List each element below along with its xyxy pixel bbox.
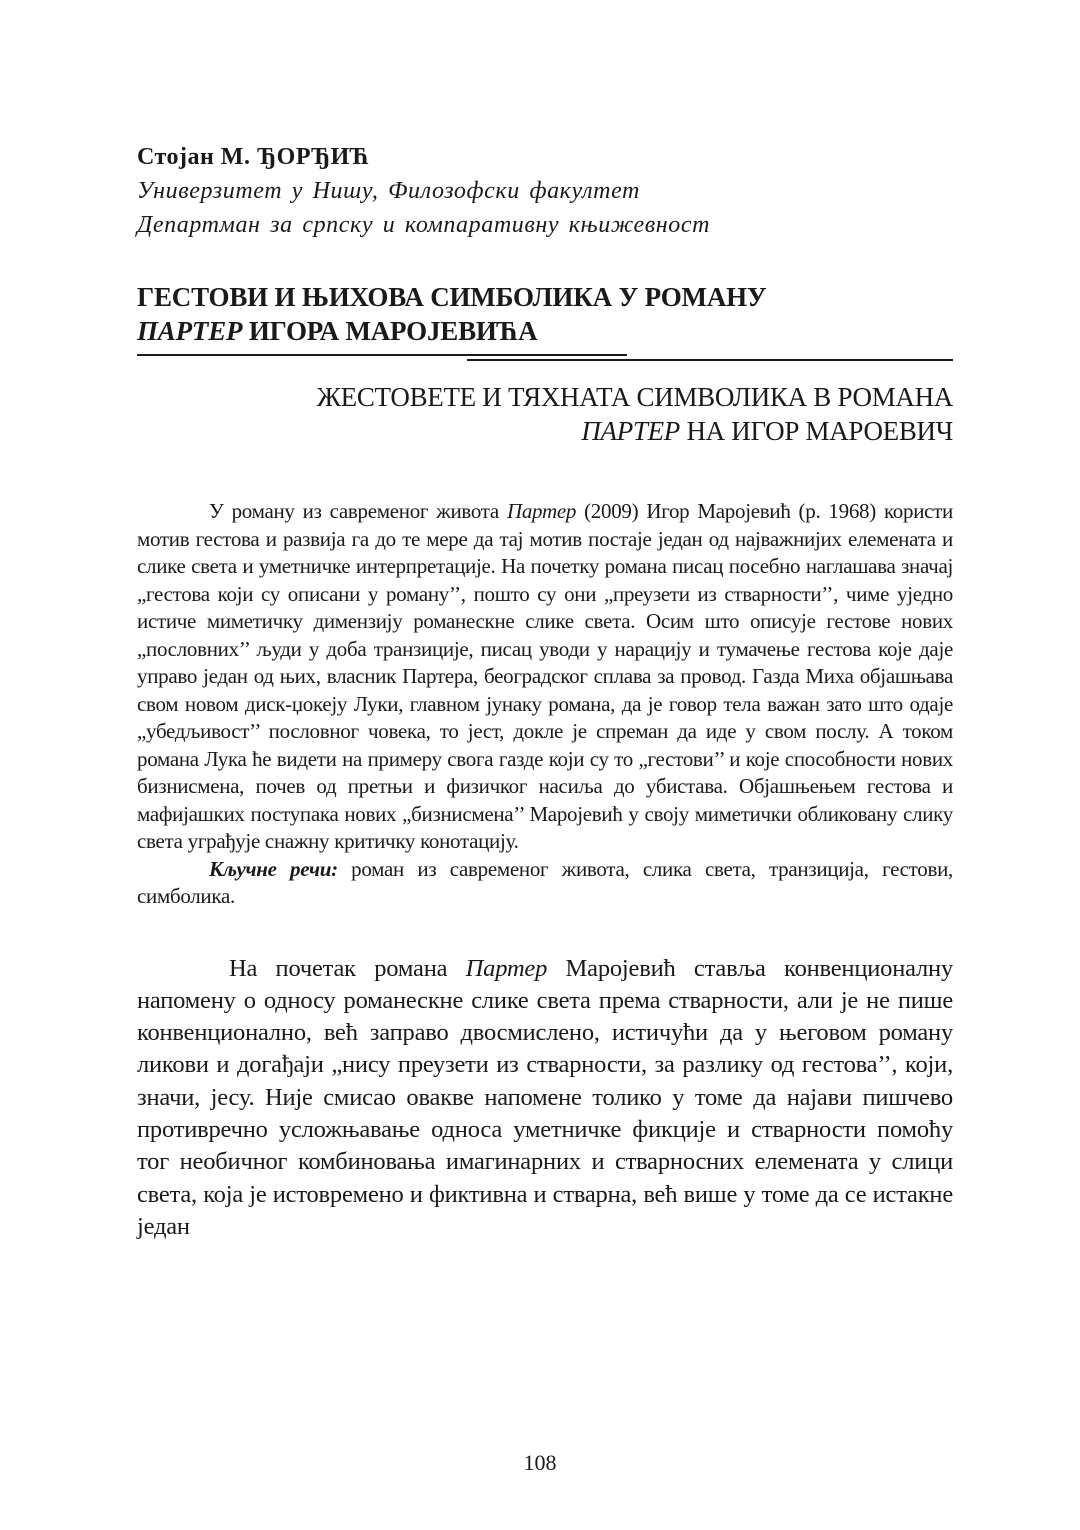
title-bulgarian-line-1: ЖЕСТОВЕТЕ И ТЯХНАТА СИМВОЛИКА В РОМАНА <box>316 382 953 412</box>
keywords-paragraph <box>137 856 953 911</box>
abstract-paragraph <box>137 498 953 856</box>
title-serbian-novel-name: ПАРТЕР <box>137 316 243 346</box>
page-number: 108 <box>523 1450 557 1475</box>
title-bulgarian-novel-name: ПАРТЕР <box>581 416 680 446</box>
keywords-list: роман из савременог живота, слика света, транзиција, гестови, симболика. <box>137 856 953 908</box>
author-affiliation-department: Департман за српску и компаративну књижевност <box>137 212 711 238</box>
author-block <box>137 140 953 242</box>
body-text-rest: Маројевић ставља конвенционалну напомену о односу романескне слике света према стварности, али је не пише конвенционално, већ заправо двосмислено, истичући да у његовом роману ликови и догађаји „нису преузети из стварности, за разлику од гестова’’, који, значи, јесу. Није смисао овакве напомене толико у томе да најави пишчево противречно усложњавање односа уметничке фикције и стварности помоћу тог необичног комбиновања имагинарних и стварносних елемената у слици света, која је истовремено и фиктивна и стварна, већ више у томе да се истакне један <box>137 954 953 1240</box>
title-bulgarian-line-2 <box>137 414 953 448</box>
title-serbian-line-1: ГЕСТОВИ И ЊИХОВА СИМБОЛИКА У РОМАНУ <box>137 282 767 312</box>
page-content <box>137 140 953 1243</box>
author-affiliation-university: Универзитет у Нишу, Филозофски факултет <box>137 178 640 204</box>
title-serbian-line-2 <box>137 314 953 348</box>
title-bulgarian-line-2-rest: НА ИГОР МАРОЕВИЧ <box>680 416 953 446</box>
abstract-text-rest: (2009) Игор Маројевић (р. 1968) користи мотив гестова и развија га до те мере да тај мотив постаје један од најважнијих елемената и слике света и уметничке интерпретације. На почетку романа писац посебно наглашава значај „гестова који су описани у роману’’, пошто су они „преузети из стварности’’, чиме уједно истиче миметичку димензију романескне слике света. Осим што описује гестове нових „пословних’’ људи у доба транзиције, писац уводи у нарацију и тумачење гестова које даје управо један од њих, власник Партера, београдског сплава за провод. Газда Миха објашњава свом новом диск-џокеју Луки, главном јунаку романа, да је говор тела важан зато што одаје „убедљивост’’ пословног човека, то јест, докле је спреман да иде у свом послу. А током романа Лука ће видети на примеру свога газде који су то „гестови’’ и које способности нових бизнисмена, почев од претњи и физичког насиља до убистава. Објашњењем гестова и мафијашких поступака нових „бизнисмена’’ Маројевић у своју миметички обликовану слику света уграђује снажну критичку конотацију. <box>137 499 953 853</box>
article-title-serbian <box>137 280 953 348</box>
title-divider-lower-rule <box>467 359 953 361</box>
abstract <box>137 498 953 911</box>
body-text-start: На почетак романа <box>229 954 466 982</box>
keywords-label: Кључне речи: <box>209 856 338 881</box>
article-title-bulgarian <box>137 380 953 448</box>
body-paragraph <box>137 953 953 1244</box>
body-text <box>137 953 953 1244</box>
title-serbian-line-2-rest: ИГОРА МАРОЈЕВИЋА <box>242 316 538 346</box>
title-divider-upper-rule <box>137 354 627 356</box>
body-novel-name: Партер <box>465 954 548 982</box>
abstract-text-start: У роману из савременог живота <box>209 499 507 523</box>
abstract-novel-name: Партер <box>506 499 577 523</box>
title-divider <box>137 354 953 366</box>
author-name: Стојан М. ЂОРЂИЋ <box>137 144 370 170</box>
